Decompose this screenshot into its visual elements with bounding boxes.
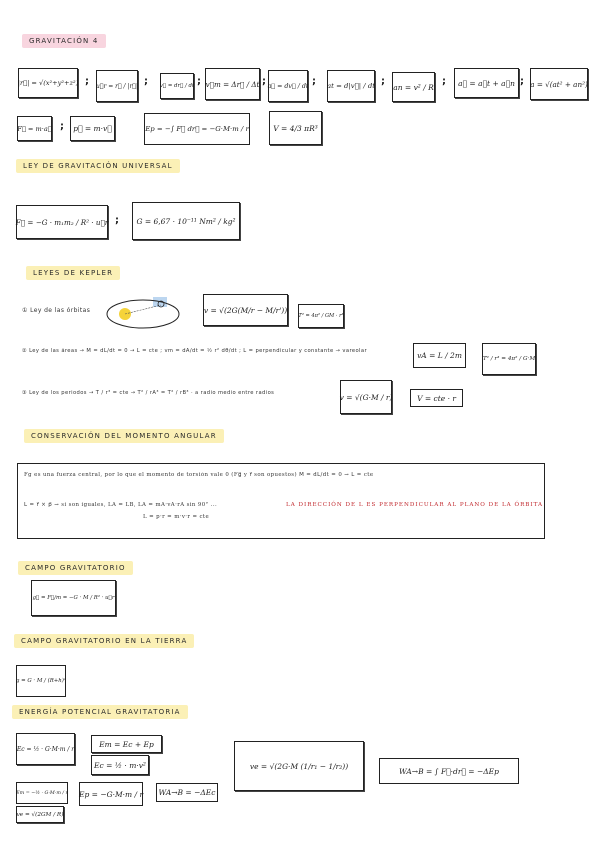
formula-acc-magnitude: a = √(at² + an²) <box>530 68 588 100</box>
formula-velocity-radius: V = cte · r <box>410 389 463 407</box>
formula-gravity-constant: G = 6,67 · 10⁻¹¹ Nm² / kg² <box>132 202 240 240</box>
formula-tangential-acc: at = d|v⃗| / dt <box>327 70 375 102</box>
formula-acceleration: a⃗ = dv⃗ / dt <box>268 70 308 102</box>
formula-gravity-force: F⃗ = −G · m₁m₂ / R² · u⃗r <box>16 205 108 239</box>
formula-acc-sum: a⃗ = a⃗t + a⃗n <box>454 68 519 98</box>
orbit-diagram <box>105 295 181 331</box>
formula-mean-velocity: v⃗m = Δr⃗ / Δt <box>205 68 260 100</box>
formula-kinetic-orbit: Ec = ½ · G·M·m / r <box>16 733 75 765</box>
momentum-note: LA DIRECCIÓN DE L ES PERPENDICULAR AL PLANO DE LA ÓRBITA <box>286 502 544 508</box>
formula-volume: V = 4/3 πR³ <box>269 111 322 145</box>
formula-mech-energy: Em = Ec + Ep <box>91 735 162 753</box>
formula-normal-acc: an = v² / R <box>392 72 435 102</box>
momentum-line-1: Fg es una fuerza central, por lo que el momento de torsión vale 0 (Fg⃗ y r⃗ son opuestos) M⃗ = dL⃗/dt = 0 → L⃗ = cte <box>24 472 374 478</box>
kepler-law-2: ② Ley de las áreas → M⃗ = dL⃗/dt = 0 → L⃗ = cte ; vm = dA/dt = ½ r² dθ/dt ; L = perpendicular y constante → vareolar <box>22 348 367 354</box>
formula-field: g⃗ = F⃗/m = −G · M / R² · u⃗r <box>31 580 116 616</box>
heading-kepler: LEYES DE KEPLER <box>26 266 120 280</box>
formula-newton: F⃗ = m·a⃗ <box>17 116 52 141</box>
heading-field: CAMPO GRAVITATORIO <box>18 561 133 575</box>
kepler-law-1: ① Ley de las órbitas <box>22 307 91 314</box>
heading-field-earth: CAMPO GRAVITATORIO EN LA TIERRA <box>14 634 194 648</box>
momentum-panel <box>17 463 545 539</box>
formula-kinetic: Ec = ½ · m·v² <box>91 755 149 775</box>
formula-work-potential: WA→B = ∫ F⃗·dr⃗ = −ΔEp <box>379 758 519 784</box>
heading-gravitacion: GRAVITACIÓN 4 <box>22 34 106 48</box>
formula-transfer-velocity: ve = √(2G·M (1/r₁ − 1/r₂)) <box>234 741 364 791</box>
formula-areolar-velocity: vA = L / 2m <box>413 343 466 368</box>
momentum-line-3: L = p·r = m·v·r = cte <box>143 514 210 520</box>
heading-energy: ENERGÍA POTENCIAL GRAVITATORIA <box>12 705 188 719</box>
formula-escape-velocity: ve = √(2GM / R) <box>16 806 64 823</box>
formula-mech-energy-orbit: Em = −½ · G·M·m / r <box>16 782 68 804</box>
formula-third-law: T² / r³ = 4π² / G·M <box>482 343 536 375</box>
formula-unit-vector: u⃗r = r⃗ / |r⃗| <box>96 70 138 102</box>
formula-field-height: g = G · M / (R+h)² <box>16 665 66 697</box>
heading-angular-momentum: CONSERVACIÓN DEL MOMENTO ANGULAR <box>24 429 224 443</box>
formula-velocity: v⃗ = dr⃗ / dt <box>160 73 194 99</box>
heading-gravity-law: LEY DE GRAVITACIÓN UNIVERSAL <box>16 159 180 173</box>
momentum-line-2: L⃗ = r⃗ × p⃗ → si son iguales, LA = LB, LA = mA·vA·rA sin 90° ... <box>24 502 218 508</box>
formula-r-magnitude: |r⃗| = √(x²+y²+z²) <box>18 68 78 98</box>
formula-period-kepler: T² = 4π² / GM · r³ <box>298 304 344 328</box>
kepler-law-3: ③ Ley de los periodos → T / r³ = cte → T² / rA³ = T² / rB³ · a radio medio entre radios <box>22 390 275 396</box>
formula-potential-energy: Ep = −∫ F⃗ dr⃗ = −G·M·m / r <box>144 113 250 145</box>
formula-orbital-velocity: v = √(2G(M/r − M/r')) <box>203 294 288 326</box>
formula-work-kinetic: WA→B = −ΔEc <box>156 783 218 802</box>
formula-potential: Ep = −G·M·m / r <box>79 782 143 806</box>
formula-momentum: p⃗ = m·v⃗ <box>70 116 115 141</box>
formula-circular-velocity: v = √(G·M / r) <box>340 380 392 414</box>
